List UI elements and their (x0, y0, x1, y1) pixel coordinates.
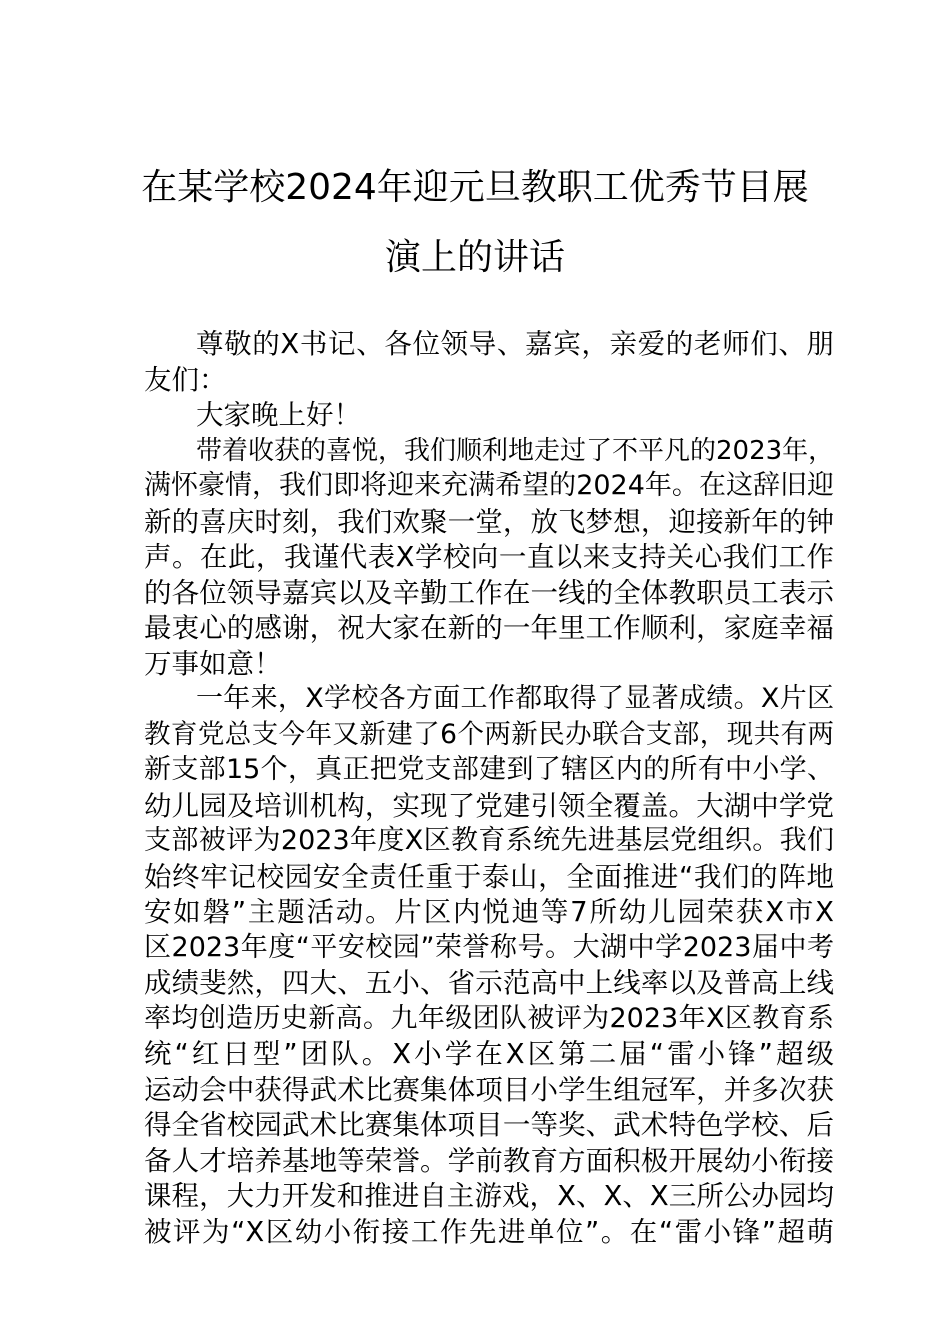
paragraph-line: 一年来，X学校各方面工作都取得了显著成绩。X片区 (196, 683, 834, 714)
document-title-line-2: 演上的讲话 (384, 237, 565, 278)
paragraph-line: 万事如意！ (144, 648, 282, 680)
paragraph-line: 始终牢记校园安全责任重于泰山，全面推进“我们的阵地 (144, 861, 834, 893)
paragraph-line: 成绩斐然，四大、五小、省示范高中上线率以及普高上线 (144, 967, 834, 999)
paragraph-line: 新支部15个，真正把党支部建到了辖区内的所有中小学、 (144, 754, 834, 785)
paragraph-line: 统“红日型”团队。X小学在X区第二届“雷小锋”超级 (144, 1038, 834, 1070)
salutation-line-2: 友们： (144, 364, 227, 396)
paragraph-line: 最衷心的感谢，祝大家在新的一年里工作顺利，家庭幸福 (144, 612, 834, 644)
paragraph-line: 支部被评为2023年度X区教育系统先进基层党组织。我们 (144, 825, 834, 856)
paragraph-line: 教育党总支今年又新建了6个两新民办联合支部，现共有两 (144, 719, 834, 750)
paragraph-line: 运动会中获得武术比赛集体项目小学生组冠军，并多次获 (144, 1074, 834, 1106)
salutation-line-1: 尊敬的X书记、各位领导、嘉宾，亲爱的老师们、朋 (196, 328, 834, 360)
document-title-line-1: 在某学校2024年迎元旦教职工优秀节目展 (141, 167, 809, 208)
paragraph-line: 区2023年度“平安校园”荣誉称号。大湖中学2023届中考 (144, 932, 834, 963)
paragraph-line: 课程，大力开发和推进自主游戏，X、X、X三所公办园均 (144, 1180, 834, 1212)
paragraph-line: 备人才培养基地等荣誉。学前教育方面积极开展幼小衔接 (144, 1145, 834, 1177)
paragraph-line: 得全省校园武术比赛集体项目一等奖、武术特色学校、后 (144, 1109, 834, 1141)
paragraph-line: 率均创造历史新高。九年级团队被评为2023年X区教育系 (144, 1003, 834, 1034)
paragraph-line: 新的喜庆时刻，我们欢聚一堂，放飞梦想，迎接新年的钟 (144, 506, 834, 538)
paragraph-line: 被评为“X区幼小衔接工作先进单位”。在“雷小锋”超萌 (144, 1216, 834, 1248)
paragraph-line: 满怀豪情，我们即将迎来充满希望的2024年。在这辞旧迎 (144, 470, 834, 501)
paragraph-line: 带着收获的喜悦，我们顺利地走过了不平凡的2023年， (196, 436, 835, 466)
paragraph-line: 安如磐”主题活动。片区内悦迪等7所幼儿园荣获X市X (144, 896, 834, 928)
paragraph-line: 幼儿园及培训机构，实现了党建引领全覆盖。大湖中学党 (144, 790, 834, 822)
paragraph-line: 声。在此，我谨代表X学校向一直以来支持关心我们工作 (144, 541, 834, 573)
greeting-line: 大家晚上好！ (196, 399, 361, 431)
paragraph-line: 的各位领导嘉宾以及辛勤工作在一线的全体教职员工表示 (144, 577, 834, 609)
